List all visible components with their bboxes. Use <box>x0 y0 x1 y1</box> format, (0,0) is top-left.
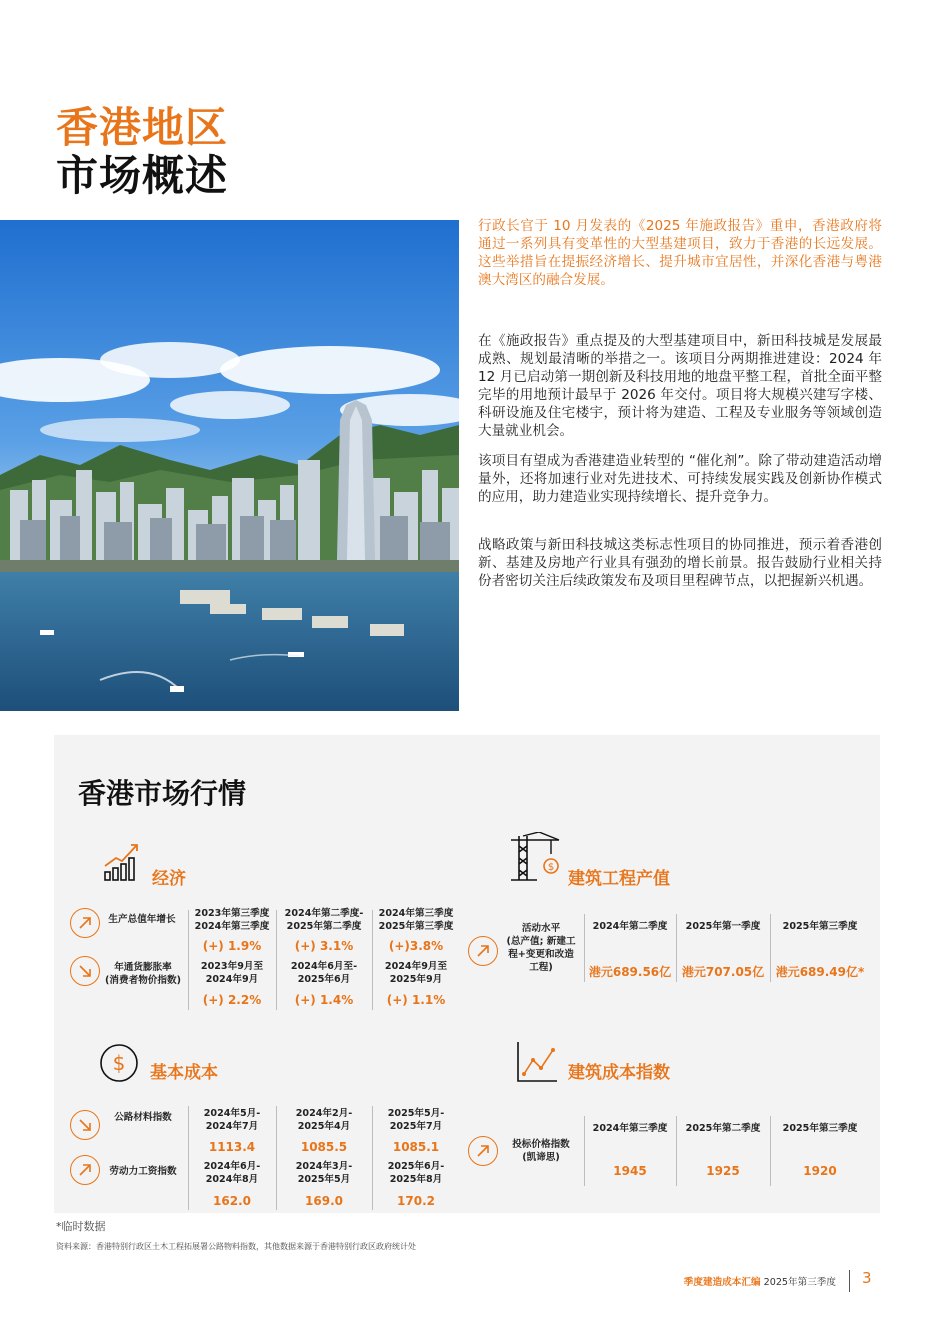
page-number: 3 <box>862 1269 872 1287</box>
output-value-1: 港元689.56亿 <box>588 965 672 979</box>
labour-wage-index-label: 劳动力工资指数 <box>109 1166 177 1177</box>
footer-period: 2025年第三季度 <box>763 1277 836 1288</box>
divider <box>770 1116 771 1186</box>
panel-title: 香港市场行情 <box>78 777 247 810</box>
page-title-line2: 市场概述 <box>56 151 229 200</box>
output-period-2: 2025年第一季度 <box>685 921 761 932</box>
line-chart-icon <box>515 1040 559 1088</box>
inflation-value-1: (+) 2.2% <box>202 993 262 1007</box>
construction-output-title: 建筑工程产值 <box>568 869 670 889</box>
labour-value-1: 162.0 <box>213 1194 251 1208</box>
tender-price-index-label: 投标价格指数 (凯谛思) <box>512 1139 570 1163</box>
road-material-index-label: 公路材料指数 <box>114 1112 172 1123</box>
gdp-value-1: (+) 1.9% <box>202 939 262 953</box>
inflation-period-3: 2024年9月至 2025年9月 <box>384 961 448 985</box>
arrow-down-right-icon <box>70 1110 100 1140</box>
divider <box>372 1106 373 1210</box>
output-period-3: 2025年第三季度 <box>782 921 858 932</box>
road-period-2: 2024年2月- 2025年4月 <box>295 1108 353 1132</box>
page-title-line1: 香港地区 <box>56 103 229 152</box>
labour-period-3: 2025年6月- 2025年8月 <box>387 1161 445 1185</box>
divider <box>676 914 677 982</box>
gdp-period-2: 2024年第二季度- 2025年第二季度 <box>284 908 364 932</box>
road-value-2: 1085.5 <box>300 1140 348 1154</box>
gdp-period-1: 2023年第三季度 2024年第三季度 <box>194 908 270 932</box>
hong-kong-skyline-photo <box>0 220 459 711</box>
arrow-down-right-icon <box>70 956 100 986</box>
road-period-1: 2024年5月- 2024年7月 <box>203 1108 261 1132</box>
arrow-up-right-icon <box>70 1155 100 1185</box>
tender-value-2: 1925 <box>706 1164 740 1178</box>
crane-icon <box>509 832 561 886</box>
economy-title: 经济 <box>152 869 186 889</box>
arrow-up-right-icon <box>468 1136 498 1166</box>
divider <box>770 914 771 982</box>
inflation-period-2: 2024年6月至- 2025年6月 <box>290 961 358 985</box>
dollar-icon <box>99 1043 139 1087</box>
tender-value-1: 1945 <box>613 1164 647 1178</box>
cost-index-title: 建筑成本指数 <box>568 1063 670 1083</box>
gdp-growth-label: 生产总值年增长 <box>108 914 176 925</box>
inflation-label: 年通货膨胀率 (消费者物价指数) <box>105 962 181 986</box>
body-paragraph-2: 该项目有望成为香港建造业转型的 “催化剂”。除了带动建造活动增量外，还将加速行业对先进技术、可持续发展实践及创新协作模式的应用，助力建造业实现持续增长、提升竞争力。 <box>478 453 882 505</box>
road-value-3: 1085.1 <box>392 1140 440 1154</box>
tender-period-2: 2025年第二季度 <box>685 1123 761 1134</box>
arrow-up-right-icon <box>70 908 100 938</box>
gdp-value-2: (+) 3.1% <box>294 939 354 953</box>
activity-level-label: 活动水平 (总产值; 新建工 程+变更和改造 工程) <box>506 923 576 973</box>
page-title <box>56 104 228 200</box>
output-period-1: 2024年第二季度 <box>592 921 668 932</box>
footer-divider <box>849 1270 850 1292</box>
body-paragraph-3: 战略政策与新田科技城这类标志性项目的协同推进，预示着香港创新、基建及房地产行业具有强劲的增长前景。报告鼓励行业相关持份者密切关注后续政策发布及项目里程碑节点，以把握新兴机遇。 <box>478 537 882 589</box>
divider <box>372 910 373 1010</box>
output-value-3: 港元689.49亿* <box>775 965 865 979</box>
divider <box>276 910 277 1010</box>
road-period-3: 2025年5月- 2025年7月 <box>387 1108 445 1132</box>
divider <box>584 1116 585 1186</box>
divider <box>676 1116 677 1186</box>
output-value-2: 港元707.05亿 <box>681 965 765 979</box>
divider <box>188 910 189 1010</box>
provisional-note: *临时数据 <box>56 1220 106 1233</box>
inflation-value-2: (+) 1.4% <box>294 993 354 1007</box>
inflation-value-3: (+) 1.1% <box>386 993 446 1007</box>
footer <box>684 1274 836 1288</box>
growth-chart-icon <box>102 840 142 886</box>
footer-brand: 季度建造成本汇编 <box>683 1277 761 1288</box>
arrow-up-right-icon <box>468 936 498 966</box>
divider <box>276 1106 277 1210</box>
divider <box>188 1106 189 1210</box>
gdp-period-3: 2024年第三季度 2025年第三季度 <box>378 908 454 932</box>
inflation-period-1: 2023年9月至 2024年9月 <box>200 961 264 985</box>
tender-period-3: 2025年第三季度 <box>782 1123 858 1134</box>
tender-value-3: 1920 <box>803 1164 837 1178</box>
svg-text:$: $ <box>112 1051 126 1075</box>
road-value-1: 1113.4 <box>208 1140 256 1154</box>
divider <box>584 914 585 982</box>
labour-period-2: 2024年3月- 2025年5月 <box>295 1161 353 1185</box>
body-paragraph-1: 在《施政报告》重点提及的大型基建项目中，新田科技城是发展最成熟、规划最清晰的举措之一。该项目分两期推进建设：2024 年 12 月已启动第一期创新及科技用地的地盘平整工程，首批全面平整完毕的用地预计最早于 2026 年交付。项目将大规模兴建写字楼、科研设施及住宅楼宇，预计将为建造、工程及专业服务等领域创造大量就业机会。 <box>478 333 882 439</box>
source-note: 资料来源：香港特别行政区土木工程拓展署公路物料指数，其他数据来源于香港特别行政区政府统计处 <box>56 1242 416 1251</box>
labour-period-1: 2024年6月- 2024年8月 <box>203 1161 261 1185</box>
basic-cost-title: 基本成本 <box>150 1063 218 1083</box>
labour-value-3: 170.2 <box>397 1194 435 1208</box>
svg-text:$: $ <box>547 862 555 873</box>
intro-paragraph: 行政长官于 10 月发表的《2025 年施政报告》重申，香港政府将通过一系列具有变革性的大型基建项目，致力于香港的长远发展。这些举措旨在提振经济增长、提升城市宜居性，并深化香港与粤港澳大湾区的融合发展。 <box>478 218 882 288</box>
gdp-value-3: (+)3.8% <box>388 939 444 953</box>
labour-value-2: 169.0 <box>305 1194 343 1208</box>
tender-period-1: 2024年第三季度 <box>592 1123 668 1134</box>
